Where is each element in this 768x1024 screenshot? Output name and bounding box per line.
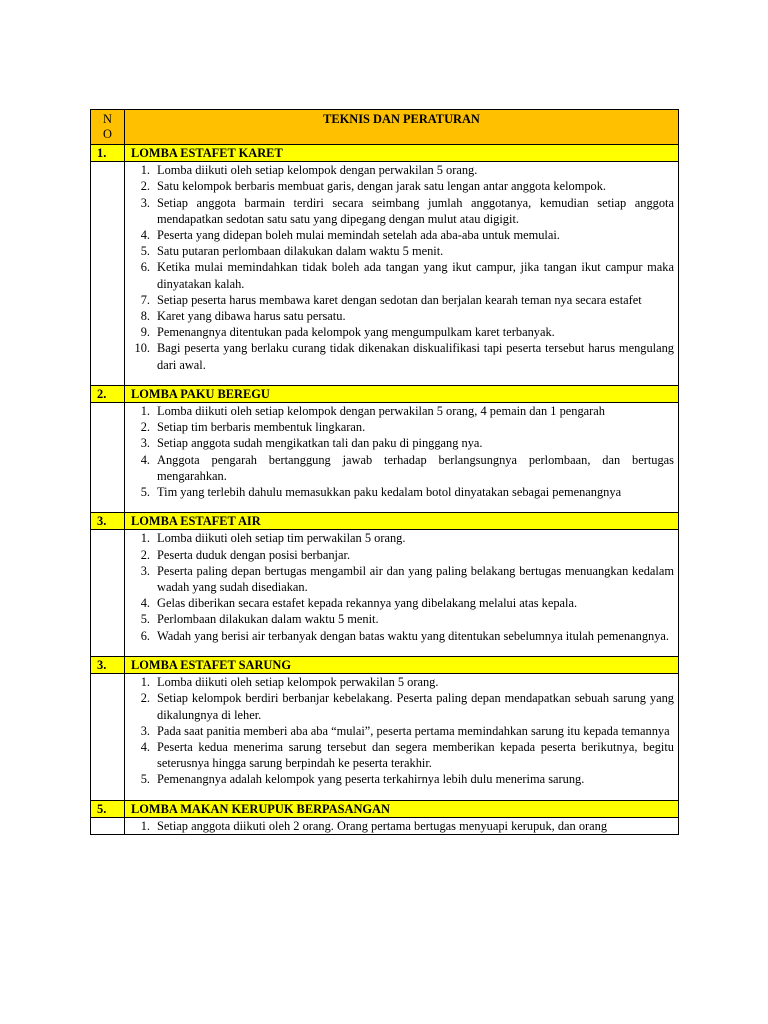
rule-number: 5. — [140, 244, 150, 259]
rules-list — [125, 674, 674, 787]
rule-number: 4. — [140, 739, 150, 754]
section-items-cell — [125, 403, 679, 513]
section-body-row — [91, 674, 679, 800]
section-header-row — [91, 145, 679, 162]
rule-number: 4. — [140, 228, 150, 243]
rule-item — [125, 243, 674, 259]
rule-text: Tim yang terlebih dahulu memasukkan paku kedalam botol dinyatakan sebagai pemenangnya — [157, 485, 622, 500]
section-number-cell-empty — [91, 674, 125, 800]
rule-text: Lomba diikuti oleh setiap kelompok perwakilan 5 orang. — [157, 675, 439, 690]
rule-number: 1. — [140, 404, 150, 419]
rule-text: Peserta yang didepan boleh mulai memindah setelah ada aba-aba untuk memulai. — [157, 228, 560, 243]
section-number: 1. — [91, 145, 125, 162]
rule-number: 3. — [140, 195, 150, 210]
rule-item — [125, 739, 674, 771]
rule-number: 2. — [140, 179, 150, 194]
rule-text: Satu putaran perlombaan dilakukan dalam waktu 5 menit. — [157, 244, 444, 259]
rule-text: Peserta duduk dengan posisi berbanjar. — [157, 547, 351, 562]
rule-number: 6. — [140, 260, 150, 275]
rule-text: Lomba diikuti oleh setiap kelompok dengan perwakilan 5 orang. — [157, 163, 478, 178]
section-title: LOMBA ESTAFET SARUNG — [125, 656, 679, 673]
rule-number: 7. — [140, 292, 150, 307]
rule-item — [125, 419, 674, 435]
header-no — [91, 110, 125, 145]
rule-item — [125, 324, 674, 340]
section-title: LOMBA MAKAN KERUPUK BERPASANGAN — [125, 800, 679, 817]
rule-item — [125, 547, 674, 563]
header-no-text: N O — [103, 112, 112, 141]
rule-number: 10. — [134, 341, 150, 356]
rule-text: Lomba diikuti oleh setiap kelompok dengan perwakilan 5 orang, 4 pemain dan 1 pengarah — [157, 404, 605, 419]
section-title: LOMBA ESTAFET KARET — [125, 145, 679, 162]
rule-number: 6. — [140, 628, 150, 643]
rules-list — [125, 403, 674, 500]
rule-item — [125, 595, 674, 611]
rule-item — [125, 308, 674, 324]
rule-text: Perlombaan dilakukan dalam waktu 5 menit. — [157, 612, 379, 627]
section-header-row — [91, 656, 679, 673]
rule-text: Pada saat panitia memberi aba aba “mulai”, peserta pertama memindahkan sarung itu kepada temannya — [157, 723, 670, 738]
rule-text: Pemenangnya ditentukan pada kelompok yang mengumpulkam karet terbanyak. — [157, 325, 555, 340]
rule-item — [125, 227, 674, 243]
rule-item — [125, 690, 674, 722]
rule-number: 1. — [140, 531, 150, 546]
rule-number: 1. — [140, 675, 150, 690]
rule-text: Ketika mulai memindahkan tidak boleh ada tangan yang ikut campur, jika tangan ikut campur maka dinyatakan kalah. — [157, 260, 674, 291]
rules-list — [125, 162, 674, 373]
section-number: 3. — [91, 513, 125, 530]
rule-item — [125, 530, 674, 546]
rule-text: Setiap tim berbaris membentuk lingkaran. — [157, 420, 366, 435]
section-title: LOMBA ESTAFET AIR — [125, 513, 679, 530]
rule-number: 1. — [140, 163, 150, 178]
rule-item — [125, 563, 674, 595]
rule-text: Gelas diberikan secara estafet kepada rekannya yang dibelakang melalui atas kepala. — [157, 596, 578, 611]
rule-item — [125, 674, 674, 690]
rule-text: Peserta kedua menerima sarung tersebut dan segera memberikan kepada peserta berikutnya, begitu seterusnya hingga sarung berpindah ke peserta terakhir. — [157, 739, 674, 771]
section-body-row — [91, 817, 679, 834]
section-title: LOMBA PAKU BEREGU — [125, 385, 679, 402]
rule-number: 4. — [140, 596, 150, 611]
rule-number: 3. — [140, 563, 150, 578]
section-items-cell — [125, 817, 679, 834]
section-number: 5. — [91, 800, 125, 817]
rule-item — [125, 723, 674, 739]
rule-number: 2. — [140, 691, 150, 706]
rule-item — [125, 818, 674, 834]
section-header-row — [91, 800, 679, 817]
section-items-cell — [125, 530, 679, 656]
section-number-cell-empty — [91, 530, 125, 656]
rules-table — [90, 109, 679, 835]
rules-list — [125, 818, 674, 834]
rule-number: 2. — [140, 420, 150, 435]
section-number-cell-empty — [91, 403, 125, 513]
rule-item — [125, 340, 674, 372]
rule-number: 1. — [140, 818, 150, 833]
rule-text: Setiap kelompok berdiri berbanjar kebelakang. Peserta paling depan mendapatkan sebuah sarung yang dikalungnya di leher. — [157, 691, 674, 722]
table-header-row — [91, 110, 679, 145]
rule-text: Setiap anggota barmain terdiri secara seimbang jumlah anggotanya, kemudian setiap anggota mendapatkan sedotan satu satu yang dipegang dengan mulut atau digigit. — [157, 195, 674, 226]
rule-number: 5. — [140, 772, 150, 787]
section-number-cell-empty — [91, 162, 125, 386]
rule-number: 2. — [140, 547, 150, 562]
rule-number: 4. — [140, 452, 150, 467]
rule-number: 3. — [140, 436, 150, 451]
rule-item — [125, 403, 674, 419]
rule-text: Pemenangnya adalah kelompok yang peserta terkahirnya lebih dulu menerima sarung. — [157, 772, 585, 787]
rule-text: Peserta paling depan bertugas mengambil air dan yang paling belakang bertugas menuangkan kedalam wadah yang sudah disediakan. — [157, 563, 674, 595]
section-number-cell-empty — [91, 817, 125, 834]
rule-text: Setiap peserta harus membawa karet dengan sedotan dan berjalan kearah teman nya secara estafet — [157, 292, 642, 307]
rule-item — [125, 195, 674, 227]
rule-text: Karet yang dibawa harus satu persatu. — [157, 309, 346, 324]
section-body-row — [91, 403, 679, 513]
rule-number: 8. — [140, 309, 150, 324]
section-number: 2. — [91, 385, 125, 402]
rule-number: 5. — [140, 612, 150, 627]
rule-item — [125, 162, 674, 178]
header-title: TEKNIS DAN PERATURAN — [125, 110, 679, 145]
rule-item — [125, 452, 674, 484]
rule-item — [125, 435, 674, 451]
section-header-row — [91, 385, 679, 402]
rule-item — [125, 259, 674, 291]
section-number: 3. — [91, 656, 125, 673]
rule-number: 9. — [140, 325, 150, 340]
rule-item — [125, 611, 674, 627]
section-header-row — [91, 513, 679, 530]
rule-item — [125, 178, 674, 194]
rule-item — [125, 484, 674, 500]
section-body-row — [91, 530, 679, 656]
section-items-cell — [125, 162, 679, 386]
section-body-row — [91, 162, 679, 386]
rule-text: Bagi peserta yang berlaku curang tidak dikenakan diskualifikasi tapi peserta tersebut harus mengulang dari awal. — [157, 341, 674, 372]
rules-list — [125, 530, 674, 643]
rule-text: Lomba diikuti oleh setiap tim perwakilan 5 orang. — [157, 531, 406, 546]
rule-text: Satu kelompok berbaris membuat garis, dengan jarak satu lengan antar anggota kelompok. — [157, 179, 607, 194]
rule-item — [125, 628, 674, 644]
rule-text: Wadah yang berisi air terbanyak dengan batas waktu yang ditentukan sebelumnya itulah pemenangnya. — [157, 628, 670, 643]
rule-text: Setiap anggota sudah mengikatkan tali dan paku di pinggang nya. — [157, 436, 483, 451]
rule-item — [125, 771, 674, 787]
rule-number: 5. — [140, 485, 150, 500]
section-items-cell — [125, 674, 679, 800]
rule-item — [125, 292, 674, 308]
rule-text: Setiap anggota diikuti oleh 2 orang. Orang pertama bertugas menyuapi kerupuk, dan orang — [157, 818, 608, 833]
rule-number: 3. — [140, 723, 150, 738]
rule-text: Anggota pengarah bertanggung jawab terhadap berlangsungnya perlombaan, dan bertugas mengarahkan. — [157, 452, 674, 483]
